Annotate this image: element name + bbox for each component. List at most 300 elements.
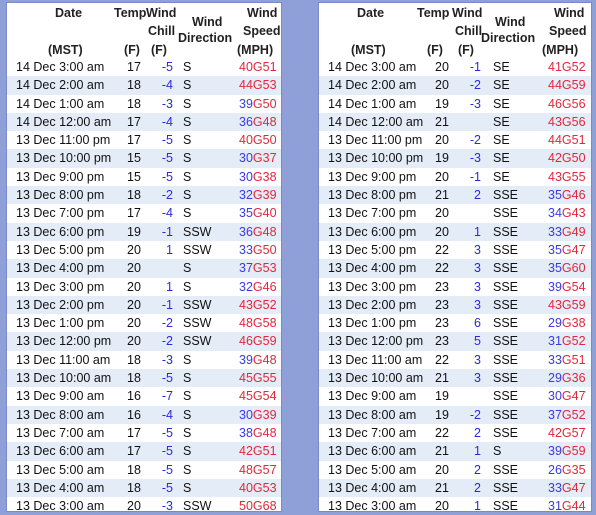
date-cell: 13 Dec 6:00 pm [16,224,105,239]
wind-speed-value: 48 [239,462,253,477]
wind-gust-value: G50 [252,242,277,257]
date-cell: 13 Dec 8:00 pm [16,188,105,203]
wind-gust-value: G50 [561,151,586,166]
wind-speed-value: 44 [548,133,562,148]
wind-speed-cell [548,149,586,167]
date-cell: 13 Dec 3:00 am [16,499,105,514]
temp-cell: 20 [435,133,449,148]
wind-speed-value: 40 [239,60,253,74]
wind-direction-cell: SSE [493,261,519,276]
wind-speed-value: 33 [548,480,562,495]
table-row [319,186,591,204]
wind-direction-cell: S [183,96,192,111]
table-row [319,351,591,369]
wind-speed-value: 42 [548,151,562,166]
date-cell: 13 Dec 3:00 pm [328,279,417,294]
temp-cell: 15 [127,151,141,166]
wind-chill-cell: 1 [474,499,481,514]
wind-chill-cell: -7 [161,389,173,404]
wind-speed-cell [239,369,277,387]
wind-chill-cell: -5 [161,480,173,495]
wind-speed-cell [239,149,277,167]
wind-chill-cell: -5 [161,169,173,184]
wind-gust-value: G47 [561,480,586,495]
wind-chill-cell: -2 [161,188,173,203]
temp-cell: 23 [435,297,449,312]
wind-speed-cell [548,259,586,277]
temp-cell: 17 [127,206,141,221]
wind-gust-value: G35 [561,462,586,477]
wind-direction-cell: SSE [493,316,519,331]
wind-direction-cell: S [183,169,192,184]
wind-gust-value: G55 [252,371,277,386]
table-row [319,406,591,424]
wind-speed-cell [548,76,586,94]
table-row [7,424,281,442]
header-wind-speed-1: Wind [554,6,585,20]
wind-speed-cell [239,168,277,186]
wind-direction-cell: SE [493,114,510,129]
wind-speed-cell [239,241,277,259]
date-cell: 14 Dec 3:00 am [328,60,417,74]
wind-gust-value: G48 [252,352,277,367]
wind-chill-cell: -3 [469,96,481,111]
wind-gust-value: G60 [561,261,586,276]
date-cell: 13 Dec 9:00 am [328,389,417,404]
table-row [7,259,281,277]
wind-speed-value: 42 [239,444,253,459]
temp-cell: 22 [435,261,449,276]
header-temp-unit: (F) [427,43,443,57]
wind-speed-value: 33 [239,242,253,257]
wind-gust-value: G52 [561,407,586,422]
wind-speed-cell [548,131,586,149]
wind-speed-cell [239,95,277,113]
wind-speed-value: 39 [548,444,562,459]
header-mst: (MST) [351,43,386,57]
table-row [319,168,591,186]
temp-cell: 15 [127,169,141,184]
wind-chill-cell: -1 [469,169,481,184]
wind-gust-value: G53 [252,78,277,93]
wind-direction-cell: SSE [493,480,519,495]
wind-gust-value: G46 [561,188,586,203]
wind-speed-cell [239,204,277,222]
wind-direction-cell: SE [493,78,510,93]
table-row [319,113,591,131]
table-row [319,95,591,113]
wind-speed-cell [239,442,277,460]
table-row [7,168,281,186]
temp-cell: 16 [127,407,141,422]
wind-speed-cell [239,58,277,76]
temp-cell: 20 [435,206,449,221]
date-cell: 13 Dec 5:00 am [16,462,105,477]
wind-gust-value: G47 [561,242,586,257]
date-cell: 13 Dec 4:00 am [16,480,105,495]
table-body [319,58,591,515]
date-cell: 14 Dec 1:00 am [16,96,105,111]
wind-direction-cell: S [183,462,192,477]
wind-speed-value: 43 [548,169,562,184]
wind-speed-cell [239,461,277,479]
wind-speed-value: 34 [548,206,562,221]
wind-direction-cell: SE [493,169,510,184]
date-cell: 13 Dec 9:00 am [16,389,105,404]
wind-speed-cell [548,204,586,222]
header-wind-direction-1: Wind [495,15,526,29]
wind-gust-value: G43 [561,206,586,221]
wind-chill-cell: 1 [474,224,481,239]
temp-cell: 17 [127,60,141,74]
date-cell: 13 Dec 5:00 am [328,462,417,477]
wind-gust-value: G51 [252,444,277,459]
wind-direction-cell: SSE [493,352,519,367]
wind-speed-value: 30 [239,151,253,166]
wind-direction-cell: SSE [493,462,519,477]
date-cell: 13 Dec 7:00 am [16,425,105,440]
wind-gust-value: G57 [252,462,277,477]
temp-cell: 19 [435,96,449,111]
temp-cell: 20 [435,499,449,514]
wind-speed-cell [548,406,586,424]
wind-chill-cell: -5 [161,425,173,440]
table-header [319,3,591,58]
table-row [7,351,281,369]
wind-chill-cell: 6 [474,316,481,331]
wind-gust-value: G39 [252,407,277,422]
wind-speed-cell [239,497,277,515]
wind-speed-value: 44 [239,78,253,93]
wind-gust-value: G68 [252,499,277,514]
temp-cell: 22 [435,352,449,367]
table-row [319,149,591,167]
date-cell: 13 Dec 8:00 pm [328,188,417,203]
table-row [7,204,281,222]
wind-direction-cell: SSW [183,297,212,312]
wind-direction-cell: SSW [183,499,212,514]
table-row [7,387,281,405]
wind-gust-value: G53 [252,261,277,276]
wind-chill-cell: -3 [469,151,481,166]
wind-gust-value: G44 [561,499,586,514]
wind-gust-value: G48 [252,114,277,129]
wind-speed-cell [548,296,586,314]
table-row [7,223,281,241]
temp-cell: 22 [435,242,449,257]
temp-cell: 20 [435,60,449,74]
header-wind-direction-2: Direction [178,31,233,45]
wind-chill-cell: -4 [161,407,173,422]
wind-chill-cell: -5 [161,371,173,386]
temp-cell: 16 [127,389,141,404]
wind-gust-value: G59 [561,444,586,459]
date-cell: 13 Dec 1:00 pm [328,316,417,331]
wind-chill-cell: -1 [469,60,481,74]
wind-chill-cell: 1 [166,242,173,257]
date-cell: 13 Dec 12:00 pm [328,334,424,349]
table-row [319,497,591,515]
header-temp: Temp [417,6,450,20]
temp-cell: 18 [127,462,141,477]
header-wind-speed-2: Speed [549,24,587,38]
date-cell: 14 Dec 3:00 am [16,60,105,74]
wind-speed-value: 29 [548,316,562,331]
wind-speed-value: 50 [239,499,253,514]
table-row [7,149,281,167]
table-row [319,58,591,76]
wind-speed-cell [239,314,277,332]
wind-direction-cell: SE [493,133,510,148]
wind-speed-cell [239,351,277,369]
table-row [319,204,591,222]
wind-direction-cell: S [183,371,192,386]
header-mph: (MPH) [237,43,274,57]
wind-chill-cell: 2 [474,480,481,495]
wind-chill-cell: -5 [161,60,173,74]
wind-gust-value: G36 [561,371,586,386]
date-cell: 13 Dec 4:00 pm [16,261,105,276]
wind-direction-cell: SE [493,151,510,166]
wind-speed-cell [239,131,277,149]
table-row [319,479,591,497]
wind-direction-cell: S [183,60,192,74]
wind-chill-cell: -1 [161,297,173,312]
temp-cell: 20 [127,316,141,331]
table-row [319,131,591,149]
wind-direction-cell: SSW [183,334,212,349]
wind-gust-value: G50 [252,96,277,111]
wind-direction-cell: SSE [493,389,519,404]
table-row [319,332,591,350]
wind-speed-value: 43 [239,297,253,312]
wind-direction-cell: S [493,444,502,459]
date-cell: 13 Dec 6:00 am [328,444,417,459]
left-weather-table [6,2,282,512]
wind-direction-cell: S [183,352,192,367]
wind-speed-value: 38 [239,425,253,440]
wind-speed-cell [239,259,277,277]
date-cell: 13 Dec 5:00 pm [16,242,105,257]
temp-cell: 21 [435,371,449,386]
wind-chill-cell: -2 [469,407,481,422]
wind-direction-cell: S [183,133,192,148]
table-row [7,58,281,76]
wind-chill-cell: 3 [474,279,481,294]
date-cell: 13 Dec 11:00 pm [328,133,423,148]
table-row [319,424,591,442]
table-row [7,186,281,204]
table-row [319,442,591,460]
wind-chill-cell: -4 [161,114,173,129]
table-row [7,296,281,314]
temp-cell: 20 [127,297,141,312]
wind-gust-value: G59 [252,334,277,349]
wind-chill-cell: -3 [161,352,173,367]
header-mst: (MST) [48,43,83,57]
wind-gust-value: G53 [252,480,277,495]
wind-speed-value: 39 [548,279,562,294]
wind-speed-value: 37 [548,407,562,422]
wind-speed-cell [239,406,277,424]
wind-direction-cell: SSE [493,334,519,349]
wind-speed-cell [548,278,586,296]
wind-speed-cell [239,278,277,296]
table-row [7,314,281,332]
wind-chill-cell: 3 [474,352,481,367]
wind-speed-value: 40 [239,480,253,495]
wind-speed-value: 39 [239,96,253,111]
wind-speed-cell [548,332,586,350]
wind-gust-value: G58 [252,316,277,331]
right-weather-table [318,2,592,512]
table-row [7,95,281,113]
wind-speed-value: 35 [239,206,253,221]
wind-gust-value: G54 [561,279,586,294]
date-cell: 13 Dec 6:00 pm [328,224,417,239]
temp-cell: 17 [127,425,141,440]
wind-speed-cell [548,186,586,204]
temp-cell: 17 [127,444,141,459]
wind-speed-cell [239,186,277,204]
wind-speed-cell [239,223,277,241]
wind-speed-value: 45 [239,371,253,386]
wind-gust-value: G51 [561,133,586,148]
date-cell: 13 Dec 10:00 pm [328,151,424,166]
wind-speed-cell [239,296,277,314]
temp-cell: 18 [127,188,141,203]
header-date: Date [357,6,385,20]
date-cell: 14 Dec 2:00 am [328,78,417,93]
wind-chill-cell: -2 [469,133,481,148]
wind-chill-cell: -3 [161,96,173,111]
wind-direction-cell: SE [493,96,510,111]
date-cell: 13 Dec 7:00 pm [328,206,417,221]
wind-direction-cell: SSE [493,425,519,440]
table-row [7,241,281,259]
wind-direction-cell: S [183,425,192,440]
wind-speed-value: 44 [548,78,562,93]
header-wind-speed-1: Wind [247,6,278,20]
wind-gust-value: G47 [561,389,586,404]
temp-cell: 21 [435,188,449,203]
wind-gust-value: G39 [252,188,277,203]
wind-gust-value: G48 [252,224,277,239]
date-cell: 13 Dec 7:00 pm [16,206,105,221]
temp-cell: 19 [435,389,449,404]
temp-cell: 20 [435,224,449,239]
wind-gust-value: G54 [252,389,277,404]
wind-gust-value: G50 [252,133,277,148]
wind-chill-cell: 2 [474,462,481,477]
header-date: Date [55,6,83,20]
wind-chill-cell: 3 [474,297,481,312]
wind-chill-cell: 2 [474,188,481,203]
date-cell: 13 Dec 3:00 pm [16,279,105,294]
wind-speed-cell [548,168,586,186]
table-body [7,58,281,515]
wind-direction-cell: S [183,279,192,294]
wind-speed-value: 31 [548,499,562,514]
header-wind-speed-2: Speed [243,24,281,38]
wind-gust-value: G37 [252,151,277,166]
temp-cell: 18 [127,96,141,111]
wind-speed-cell [239,76,277,94]
temp-cell: 18 [127,78,141,93]
wind-chill-cell: -5 [161,444,173,459]
date-cell: 13 Dec 9:00 pm [328,169,417,184]
wind-chill-cell: -5 [161,133,173,148]
table-row [319,461,591,479]
temp-cell: 19 [435,151,449,166]
wind-direction-cell: SSE [493,279,519,294]
wind-speed-cell [239,332,277,350]
temp-cell: 22 [435,425,449,440]
wind-speed-cell [548,424,586,442]
wind-speed-value: 31 [548,334,562,349]
table-row [7,131,281,149]
date-cell: 13 Dec 10:00 pm [16,151,112,166]
date-cell: 13 Dec 2:00 pm [328,297,417,312]
wind-direction-cell: SSE [493,224,519,239]
wind-chill-cell: -2 [161,334,173,349]
temp-cell: 20 [435,462,449,477]
wind-chill-cell: 1 [166,279,173,294]
date-cell: 14 Dec 12:00 am [16,114,112,129]
date-cell: 13 Dec 11:00 pm [16,133,111,148]
temp-cell: 23 [435,316,449,331]
wind-gust-value: G55 [561,169,586,184]
table-row [7,461,281,479]
temp-cell: 21 [435,480,449,495]
wind-gust-value: G59 [561,297,586,312]
temp-cell: 20 [127,279,141,294]
wind-speed-cell [548,113,586,131]
wind-gust-value: G52 [561,334,586,349]
table-row [319,259,591,277]
wind-direction-cell: S [183,114,192,129]
wind-chill-cell: -4 [161,206,173,221]
wind-speed-cell [548,387,586,405]
wind-speed-cell [548,95,586,113]
date-cell: 13 Dec 3:00 am [328,499,417,514]
wind-speed-cell [239,479,277,497]
date-cell: 13 Dec 2:00 pm [16,297,105,312]
wind-speed-value: 33 [548,224,562,239]
wind-speed-value: 30 [239,169,253,184]
temp-cell: 23 [435,279,449,294]
table-row [319,241,591,259]
temp-cell: 20 [435,78,449,93]
wind-speed-value: 43 [548,114,562,129]
temp-cell: 17 [127,133,141,148]
wind-speed-value: 48 [239,316,253,331]
temp-cell: 17 [127,114,141,129]
wind-speed-value: 30 [239,407,253,422]
wind-chill-cell: 1 [474,444,481,459]
header-chill-unit: (F) [151,43,167,57]
wind-speed-value: 26 [548,462,562,477]
wind-gust-value: G46 [252,279,277,294]
table-row [319,296,591,314]
table-row [319,76,591,94]
header-chill: Chill [148,24,176,38]
wind-gust-value: G52 [252,297,277,312]
wind-speed-value: 35 [548,188,562,203]
wind-speed-value: 40 [239,133,253,148]
table-row [7,369,281,387]
wind-chill-cell: -2 [161,316,173,331]
